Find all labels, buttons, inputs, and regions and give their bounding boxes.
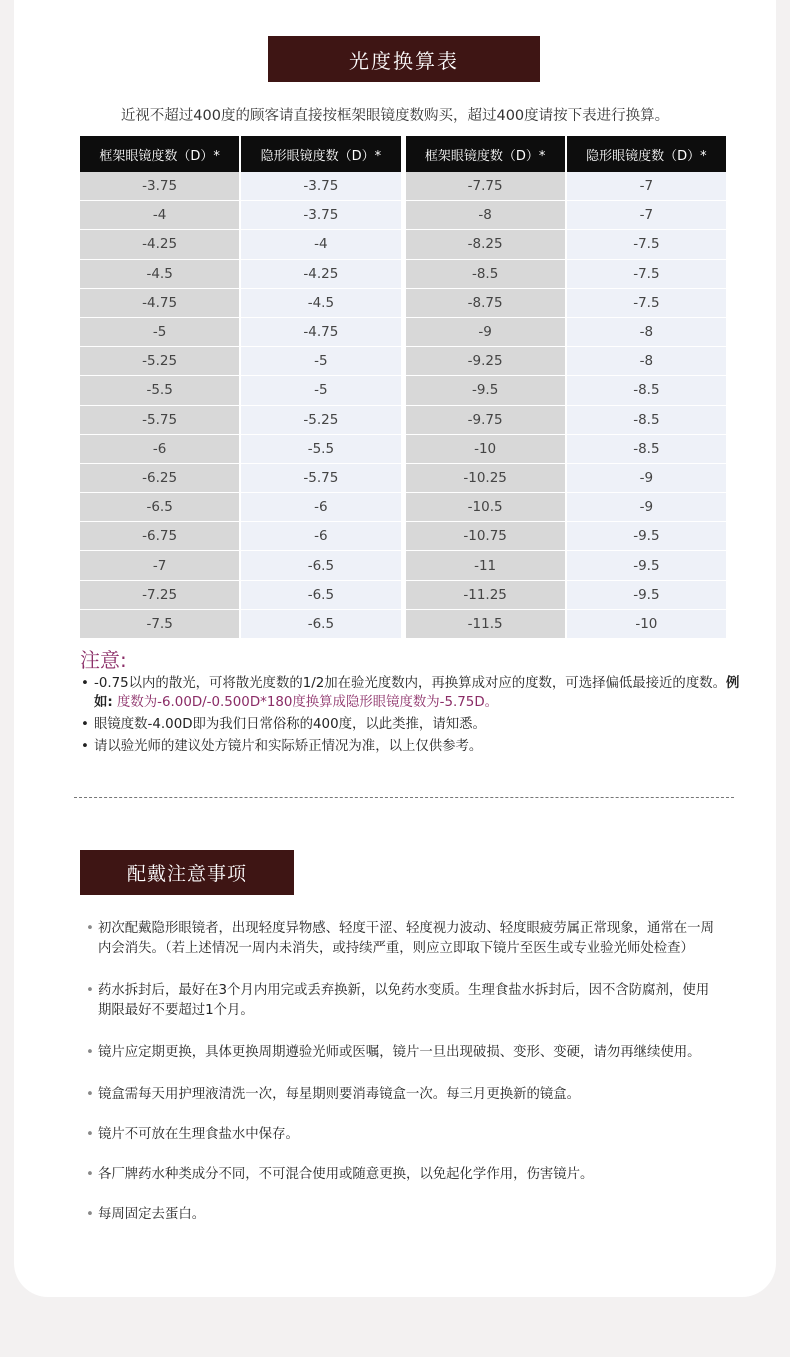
note-text: 眼镜度数-4.00D即为我们日常俗称的400度，以此类推，请知悉。 <box>94 717 486 732</box>
table-body <box>80 172 726 638</box>
frame-degree-cell: -5.5 <box>80 375 239 404</box>
frame-degree-cell: -9.75 <box>406 405 565 434</box>
contact-degree-cell: -9 <box>567 463 726 492</box>
contact-degree-cell: -7 <box>567 172 726 200</box>
list-item <box>86 1043 716 1063</box>
table-row <box>80 172 726 200</box>
table-row <box>80 405 726 434</box>
contact-degree-cell: -9.5 <box>567 521 726 550</box>
column-gap <box>403 434 404 463</box>
contact-degree-cell: -5.25 <box>241 405 400 434</box>
table-row <box>80 434 726 463</box>
frame-degree-cell: -6.5 <box>80 492 239 521</box>
column-gap <box>403 492 404 521</box>
contact-degree-cell: -5.5 <box>241 434 400 463</box>
frame-degree-cell: -8.75 <box>406 288 565 317</box>
frame-degree-cell: -11.25 <box>406 580 565 609</box>
column-gap <box>403 375 404 404</box>
page-title: 光度换算表 <box>268 36 540 82</box>
contact-degree-cell: -8.5 <box>567 375 726 404</box>
contact-degree-cell: -4.25 <box>241 259 400 288</box>
notes-list <box>80 674 740 759</box>
contact-degree-cell: -9.5 <box>567 580 726 609</box>
table-row <box>80 375 726 404</box>
tip-text: 镜片应定期更换，具体更换周期遵验光师或医嘱，镜片一旦出现破损、变形、变硬，请勿再继续使用。 <box>98 1045 701 1060</box>
contact-degree-cell: -7.5 <box>567 229 726 258</box>
contact-degree-cell: -8 <box>567 346 726 375</box>
contact-degree-cell: -8.5 <box>567 405 726 434</box>
contact-degree-cell: -4 <box>241 229 400 258</box>
bullet: • <box>81 739 89 754</box>
frame-degree-cell: -7.25 <box>80 580 239 609</box>
contact-degree-cell: -6.5 <box>241 550 400 579</box>
contact-degree-cell: -6 <box>241 521 400 550</box>
column-gap <box>403 136 404 172</box>
contact-degree-cell: -10 <box>567 609 726 638</box>
table-row <box>80 609 726 638</box>
column-gap <box>403 521 404 550</box>
contact-degree-cell: -5 <box>241 375 400 404</box>
contact-degree-cell: -9 <box>567 492 726 521</box>
frame-degree-cell: -10.25 <box>406 463 565 492</box>
table-row <box>80 288 726 317</box>
column-gap <box>403 229 404 258</box>
column-gap <box>403 288 404 317</box>
table-row <box>80 229 726 258</box>
contact-degree-cell: -3.75 <box>241 172 400 200</box>
frame-degree-cell: -10.5 <box>406 492 565 521</box>
list-item <box>86 1205 716 1225</box>
contact-degree-cell: -6.5 <box>241 580 400 609</box>
dashed-divider <box>74 797 734 798</box>
frame-degree-cell: -7 <box>80 550 239 579</box>
bullet: • <box>86 1207 94 1222</box>
header-contact-degree: 隐形眼镜度数（D）* <box>241 136 400 172</box>
bullet: • <box>86 1045 94 1060</box>
list-item <box>86 919 716 959</box>
tip-text: 各厂牌药水种类成分不同，不可混合使用或随意更换，以免起化学作用，伤害镜片。 <box>98 1167 594 1182</box>
frame-degree-cell: -7.75 <box>406 172 565 200</box>
table-row <box>80 259 726 288</box>
frame-degree-cell: -4.25 <box>80 229 239 258</box>
contact-degree-cell: -3.75 <box>241 200 400 229</box>
contact-degree-cell: -9.5 <box>567 550 726 579</box>
contact-degree-cell: -5.75 <box>241 463 400 492</box>
contact-degree-cell: -4.75 <box>241 317 400 346</box>
table-row <box>80 317 726 346</box>
table-row <box>80 521 726 550</box>
bullet: • <box>86 1127 94 1142</box>
list-item <box>86 981 716 1021</box>
column-gap <box>403 346 404 375</box>
column-gap <box>403 580 404 609</box>
frame-degree-cell: -5 <box>80 317 239 346</box>
frame-degree-cell: -10.75 <box>406 521 565 550</box>
frame-degree-cell: -5.75 <box>80 405 239 434</box>
bullet: • <box>86 1087 94 1102</box>
conversion-table <box>78 136 728 638</box>
column-gap <box>403 259 404 288</box>
column-gap <box>403 172 404 200</box>
tip-text: 初次配戴隐形眼镜者，出现轻度异物感、轻度干涩、轻度视力波动、轻度眼疲劳属正常现象，通常在一周内会消失。（若上述情况一周内未消失，或持续严重，则应立即取下镜片至医生或专业验光师处检查） <box>98 921 714 956</box>
header-frame-degree: 框架眼镜度数（D）* <box>406 136 565 172</box>
list-item <box>80 674 740 712</box>
frame-degree-cell: -9.5 <box>406 375 565 404</box>
tip-text: 镜盒需每天用护理液清洗一次，每星期则要消毒镜盒一次。每三月更换新的镜盒。 <box>98 1087 581 1102</box>
wearing-tips-list <box>86 919 716 1225</box>
column-gap <box>403 463 404 492</box>
list-item <box>80 715 740 734</box>
table-header-row <box>80 136 726 172</box>
table-row <box>80 580 726 609</box>
frame-degree-cell: -9.25 <box>406 346 565 375</box>
column-gap <box>403 609 404 638</box>
contact-degree-cell: -4.5 <box>241 288 400 317</box>
list-item <box>86 1165 716 1185</box>
frame-degree-cell: -6 <box>80 434 239 463</box>
frame-degree-cell: -4.5 <box>80 259 239 288</box>
table-row <box>80 200 726 229</box>
frame-degree-cell: -4 <box>80 200 239 229</box>
list-item <box>86 1125 716 1145</box>
contact-degree-cell: -7 <box>567 200 726 229</box>
tip-text: 药水拆封后，最好在3个月内用完或丢弃换新，以免药水变质。生理食盐水拆封后，因不含防腐剂，使用期限最好不要超过1个月。 <box>98 983 710 1018</box>
tip-text: 镜片不可放在生理食盐水中保存。 <box>98 1127 299 1142</box>
example-text: 度数为-6.00D/-0.500D*180度换算成隐形眼镜度数为-5.75D。 <box>117 695 499 710</box>
frame-degree-cell: -8.25 <box>406 229 565 258</box>
frame-degree-cell: -3.75 <box>80 172 239 200</box>
frame-degree-cell: -6.25 <box>80 463 239 492</box>
contact-degree-cell: -7.5 <box>567 288 726 317</box>
table-row <box>80 550 726 579</box>
header-frame-degree: 框架眼镜度数（D）* <box>80 136 239 172</box>
bullet: • <box>81 717 89 732</box>
intro-text: 近视不超过400度的顾客请直接按框架眼镜度数购买，超过400度请按下表进行换算。 <box>120 108 670 124</box>
frame-degree-cell: -7.5 <box>80 609 239 638</box>
header-contact-degree: 隐形眼镜度数（D）* <box>567 136 726 172</box>
note-text: -0.75以内的散光，可将散光度数的1/2加在验光度数内，再换算成对应的度数，可选择偏低最接近的度数。 <box>94 676 726 691</box>
example-label: 例如: <box>94 676 740 710</box>
frame-degree-cell: -8.5 <box>406 259 565 288</box>
note-text: 请以验光师的建议处方镜片和实际矫正情况为准，以上仅供参考。 <box>94 739 483 754</box>
frame-degree-cell: -5.25 <box>80 346 239 375</box>
frame-degree-cell: -10 <box>406 434 565 463</box>
column-gap <box>403 200 404 229</box>
tip-text: 每周固定去蛋白。 <box>98 1207 206 1222</box>
contact-degree-cell: -6 <box>241 492 400 521</box>
frame-degree-cell: -11.5 <box>406 609 565 638</box>
list-item <box>80 737 740 756</box>
contact-degree-cell: -7.5 <box>567 259 726 288</box>
bullet: • <box>81 676 89 691</box>
table-row <box>80 492 726 521</box>
contact-degree-cell: -8.5 <box>567 434 726 463</box>
table-row <box>80 463 726 492</box>
frame-degree-cell: -6.75 <box>80 521 239 550</box>
column-gap <box>403 405 404 434</box>
column-gap <box>403 317 404 346</box>
bullet: • <box>86 983 94 998</box>
bullet: • <box>86 1167 94 1182</box>
notes-title: 注意: <box>80 648 127 672</box>
frame-degree-cell: -4.75 <box>80 288 239 317</box>
bullet: • <box>86 921 94 936</box>
section-title: 配戴注意事项 <box>80 850 294 895</box>
list-item <box>86 1085 716 1105</box>
contact-degree-cell: -8 <box>567 317 726 346</box>
contact-degree-cell: -6.5 <box>241 609 400 638</box>
contact-degree-cell: -5 <box>241 346 400 375</box>
frame-degree-cell: -9 <box>406 317 565 346</box>
frame-degree-cell: -8 <box>406 200 565 229</box>
table-row <box>80 346 726 375</box>
column-gap <box>403 550 404 579</box>
frame-degree-cell: -11 <box>406 550 565 579</box>
